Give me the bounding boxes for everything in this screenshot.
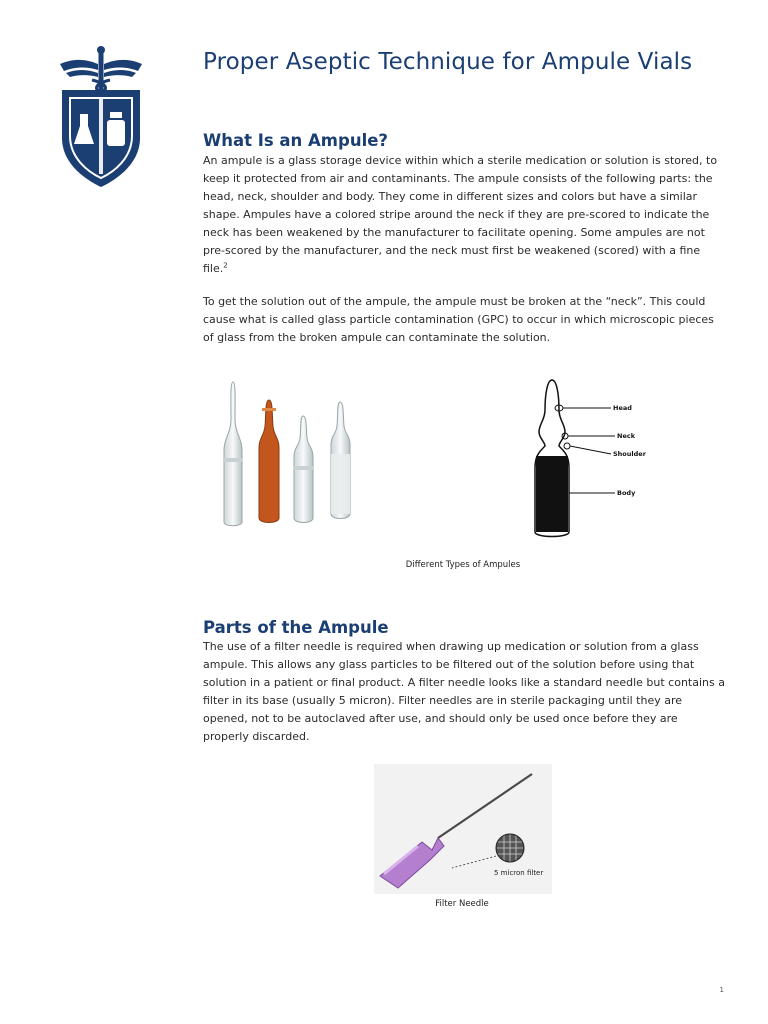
page-number: 1 [719, 986, 724, 994]
filter-needle-caption: Filter Needle [435, 899, 489, 909]
section-heading-what-is-ampule: What Is an Ampule? [203, 131, 388, 150]
caduceus-shield-logo [56, 46, 146, 191]
section-heading-parts-of-ampule: Parts of the Ampule [203, 618, 389, 637]
reference-superscript: 2 [223, 261, 228, 270]
ampules-figure-caption: Different Types of Ampules [405, 560, 521, 570]
section2-paragraph-1: The use of a filter needle is required when drawing up medication or solution from a glass ampule. This allows any glass particles to be filtered out of the solution before using that solution in a patient or final product. A filter needle looks like a standard needle but contains a filter in its base (usually 5 micron). Filter needles are in sterile packaging until they are opened, not to be autoclaved after use, and should only be used once before they are properly discarded. [203, 640, 725, 743]
label-neck: Neck [617, 432, 636, 440]
section1-paragraph-1-text: An ampule is a glass storage device within which a sterile medication or solution is stored, to keep it protected from air and contaminants. The ampule consists of the following parts: the head, neck, shoulder and body. They come in different sizes and colors but have a similar shape. Ampules have a colored stripe around the neck if they are pre-scored to indicate the neck has been weakened by the manufacturer to facilitate opening. Some ampules are not pre-scored by the manufacturer, and the neck must first be weakened (scored) with a fine file. [203, 154, 718, 275]
section1-paragraph-1 [203, 152, 725, 278]
filter-needle-photo [374, 764, 552, 894]
ampule-parts-diagram [523, 376, 663, 546]
page-title: Proper Aseptic Technique for Ampule Vials [203, 49, 693, 75]
label-body: Body [617, 489, 636, 497]
label-head: Head [613, 404, 632, 412]
section1-paragraph-2: To get the solution out of the ampule, the ampule must be broken at the “neck”. This could cause what is called glass particle contamination (GPC) to occur in which microscopic pieces of glass from the broken ampule can contaminate the solution. [203, 295, 714, 344]
ampules-photo [212, 374, 362, 546]
filter-label: 5 micron filter [494, 869, 544, 877]
label-shoulder: Shoulder [613, 450, 646, 458]
